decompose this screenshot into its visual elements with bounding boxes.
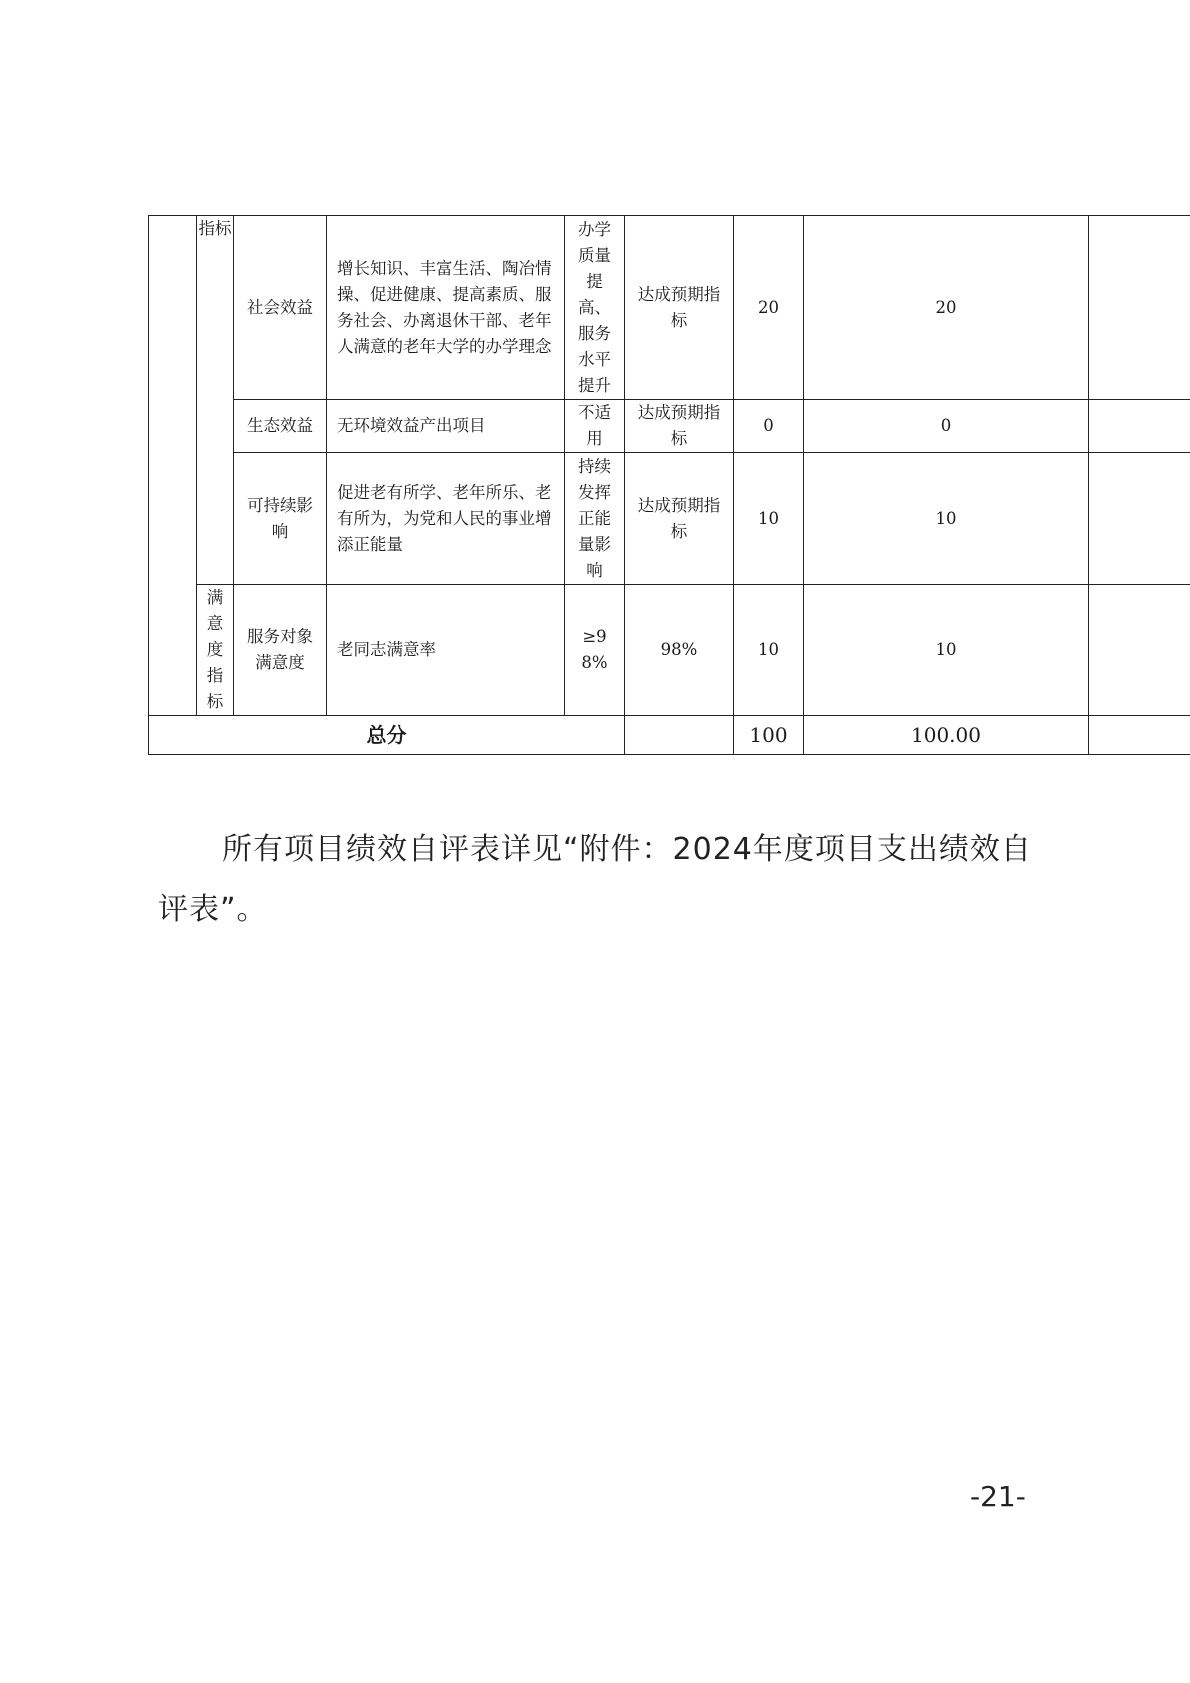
score-cell: 10 xyxy=(804,453,1089,585)
total-actual-cell xyxy=(625,716,734,755)
weight-cell: 10 xyxy=(734,585,804,716)
sub-indicator-cell: 可持续影响 xyxy=(234,453,327,585)
score-cell: 10 xyxy=(804,585,1089,716)
table-row xyxy=(149,400,1190,453)
table-row xyxy=(149,585,1190,716)
table-row xyxy=(149,216,1190,400)
sub-indicator-cell: 社会效益 xyxy=(234,216,327,400)
score-cell: 20 xyxy=(804,216,1089,400)
target-value-cell: ≥98% xyxy=(565,585,625,716)
weight-cell: 0 xyxy=(734,400,804,453)
table-row xyxy=(149,453,1190,585)
score-cell: 0 xyxy=(804,400,1089,453)
indicator-content-cell: 增长知识、丰富生活、陶冶情操、促进健康、提高素质、服务社会、办离退休干部、老年人满意的老年大学的办学理念 xyxy=(327,216,565,400)
remark-cell xyxy=(1089,400,1190,453)
level2-category-cell: 指标 xyxy=(197,216,234,585)
body-paragraph: 所有项目绩效自评表详见“附件：2024年度项目支出绩效自评表”。 xyxy=(158,832,1032,927)
total-label: 总分 xyxy=(149,716,625,755)
total-score: 100.00 xyxy=(804,716,1089,755)
sub-indicator-cell: 服务对象满意度 xyxy=(234,585,327,716)
target-value-cell: 持续发挥正能量影响 xyxy=(565,453,625,585)
page-number: -21- xyxy=(970,1480,1026,1513)
actual-value-cell: 达成预期指标 xyxy=(625,216,734,400)
level2-category-cell: 满意度指标 xyxy=(197,585,234,716)
indicator-content-cell: 老同志满意率 xyxy=(327,585,565,716)
indicator-content-cell: 促进老有所学、老年所乐、老有所为，为党和人民的事业增添正能量 xyxy=(327,453,565,585)
total-remark-cell xyxy=(1089,716,1190,755)
target-value-cell: 办学质量提高、服务水平提升 xyxy=(565,216,625,400)
target-value-cell: 不适用 xyxy=(565,400,625,453)
level1-category-cell xyxy=(149,216,197,716)
indicator-content-cell: 无环境效益产出项目 xyxy=(327,400,565,453)
actual-value-cell: 达成预期指标 xyxy=(625,400,734,453)
performance-table xyxy=(148,215,1190,755)
total-weight: 100 xyxy=(734,716,804,755)
weight-cell: 10 xyxy=(734,453,804,585)
remark-cell xyxy=(1089,585,1190,716)
sub-indicator-cell: 生态效益 xyxy=(234,400,327,453)
total-row xyxy=(149,716,1190,755)
remark-cell xyxy=(1089,216,1190,400)
actual-value-cell: 达成预期指标 xyxy=(625,453,734,585)
actual-value-cell: 98% xyxy=(625,585,734,716)
remark-cell xyxy=(1089,453,1190,585)
weight-cell: 20 xyxy=(734,216,804,400)
